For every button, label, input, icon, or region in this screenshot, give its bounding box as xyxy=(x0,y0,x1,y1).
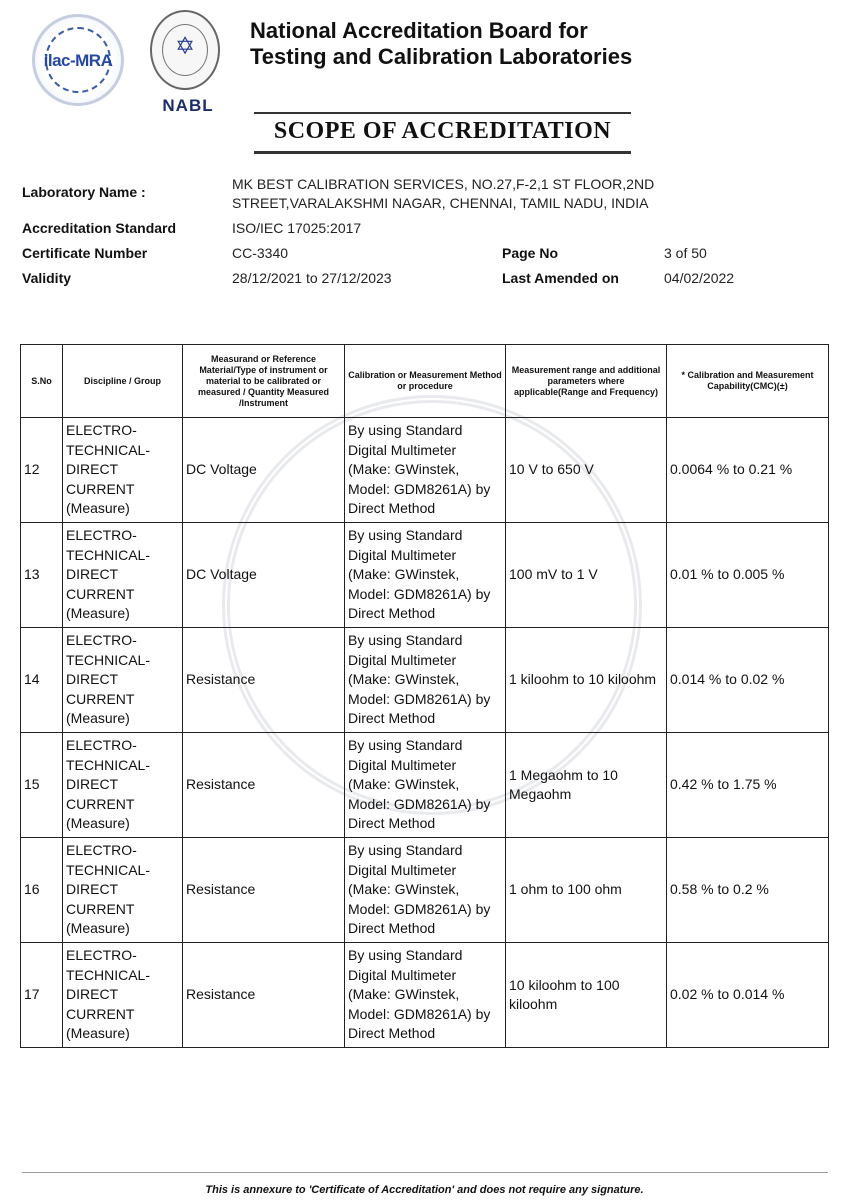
header-range: Measurement range and additional parameters where applicable(Range and Frequency) xyxy=(506,345,667,418)
cell-method: By using Standard Digital Multimeter (Make: GWinstek, Model: GDM8261A) by Direct Method xyxy=(345,523,506,628)
header-sno: S.No xyxy=(21,345,63,418)
cell-range: 100 mV to 1 V xyxy=(506,523,667,628)
page-number-label: Page No xyxy=(502,245,559,261)
cell-sno: 17 xyxy=(21,943,63,1048)
cell-cmc: 0.0064 % to 0.21 % xyxy=(667,418,829,523)
cell-measurand: DC Voltage xyxy=(183,418,345,523)
cell-sno: 16 xyxy=(21,838,63,943)
cell-range: 1 kiloohm to 10 kiloohm xyxy=(506,628,667,733)
table-row xyxy=(21,523,829,628)
cell-discipline: ELECTRO-TECHNICAL-DIRECT CURRENT (Measure) xyxy=(63,838,183,943)
header-cmc: * Calibration and Measurement Capability(CMC)(±) xyxy=(667,345,829,418)
scope-table xyxy=(20,344,829,1048)
cell-discipline: ELECTRO-TECHNICAL-DIRECT CURRENT (Measure) xyxy=(63,523,183,628)
cell-range: 1 ohm to 100 ohm xyxy=(506,838,667,943)
board-name-line1: National Accreditation Board for xyxy=(250,18,588,43)
cell-range: 10 V to 650 V xyxy=(506,418,667,523)
table-row xyxy=(21,418,829,523)
table-row xyxy=(21,838,829,943)
page-title: SCOPE OF ACCREDITATION xyxy=(254,112,631,154)
cell-method: By using Standard Digital Multimeter (Make: GWinstek, Model: GDM8261A) by Direct Method xyxy=(345,418,506,523)
table-row xyxy=(21,628,829,733)
cell-sno: 15 xyxy=(21,733,63,838)
validity-label: Validity xyxy=(22,270,72,286)
board-name-line2: Testing and Calibration Laboratories xyxy=(250,44,633,69)
cell-cmc: 0.42 % to 1.75 % xyxy=(667,733,829,838)
lab-name-label: Laboratory Name : xyxy=(22,184,146,200)
certificate-number-label: Certificate Number xyxy=(22,245,148,261)
cell-cmc: 0.01 % to 0.005 % xyxy=(667,523,829,628)
standard-label: Accreditation Standard xyxy=(22,220,177,236)
cell-cmc: 0.02 % to 0.014 % xyxy=(667,943,829,1048)
cell-sno: 14 xyxy=(21,628,63,733)
certificate-number-value: CC-3340 xyxy=(232,245,289,261)
table-row xyxy=(21,943,829,1048)
cell-discipline: ELECTRO-TECHNICAL-DIRECT CURRENT (Measure) xyxy=(63,418,183,523)
cell-range: 10 kiloohm to 100 kiloohm xyxy=(506,943,667,1048)
cell-discipline: ELECTRO-TECHNICAL-DIRECT CURRENT (Measure) xyxy=(63,943,183,1048)
board-name xyxy=(250,18,632,70)
cell-method: By using Standard Digital Multimeter (Make: GWinstek, Model: GDM8261A) by Direct Method xyxy=(345,733,506,838)
cell-cmc: 0.014 % to 0.02 % xyxy=(667,628,829,733)
cell-method: By using Standard Digital Multimeter (Make: GWinstek, Model: GDM8261A) by Direct Method xyxy=(345,628,506,733)
cell-method: By using Standard Digital Multimeter (Make: GWinstek, Model: GDM8261A) by Direct Method xyxy=(345,943,506,1048)
cell-measurand: DC Voltage xyxy=(183,523,345,628)
nabl-emblem-icon: ✡ xyxy=(174,33,196,60)
validity-value: 28/12/2021 to 27/12/2023 xyxy=(232,270,392,286)
table-header-row xyxy=(21,345,829,418)
header-method: Calibration or Measurement Method or procedure xyxy=(345,345,506,418)
logo-group xyxy=(28,8,228,120)
nabl-seal-logo xyxy=(150,10,220,90)
cell-method: By using Standard Digital Multimeter (Make: GWinstek, Model: GDM8261A) by Direct Method xyxy=(345,838,506,943)
lab-name-line2: STREET,VARALAKSHMI NAGAR, CHENNAI, TAMIL NADU, INDIA xyxy=(232,195,649,211)
table-row xyxy=(21,733,829,838)
last-amended-value: 04/02/2022 xyxy=(664,270,735,286)
cell-sno: 12 xyxy=(21,418,63,523)
nabl-logo-text: NABL xyxy=(162,96,214,115)
page-number-value: 3 of 50 xyxy=(664,245,707,261)
footer-note: This is annexure to 'Certificate of Accreditation' and does not require any signature. xyxy=(205,1184,644,1196)
cell-discipline: ELECTRO-TECHNICAL-DIRECT CURRENT (Measure) xyxy=(63,733,183,838)
last-amended-label: Last Amended on xyxy=(502,270,619,286)
cell-measurand: Resistance xyxy=(183,628,345,733)
cell-sno: 13 xyxy=(21,523,63,628)
cell-discipline: ELECTRO-TECHNICAL-DIRECT CURRENT (Measure) xyxy=(63,628,183,733)
cell-measurand: Resistance xyxy=(183,943,345,1048)
cell-cmc: 0.58 % to 0.2 % xyxy=(667,838,829,943)
standard-value: ISO/IEC 17025:2017 xyxy=(232,220,362,236)
header-measurand: Measurand or Reference Material/Type of instrument or material to be calibrated or measured / Quantity Measured /Instrument xyxy=(183,345,345,418)
footer-divider xyxy=(22,1172,828,1173)
ilac-mra-logo xyxy=(32,14,124,106)
header-discipline: Discipline / Group xyxy=(63,345,183,418)
cell-range: 1 Megaohm to 10 Megaohm xyxy=(506,733,667,838)
lab-name-line1: MK BEST CALIBRATION SERVICES, NO.27,F-2,1 ST FLOOR,2ND xyxy=(232,176,655,192)
cell-measurand: Resistance xyxy=(183,733,345,838)
cell-measurand: Resistance xyxy=(183,838,345,943)
ilac-logo-text: ilac-MRA xyxy=(43,51,113,70)
